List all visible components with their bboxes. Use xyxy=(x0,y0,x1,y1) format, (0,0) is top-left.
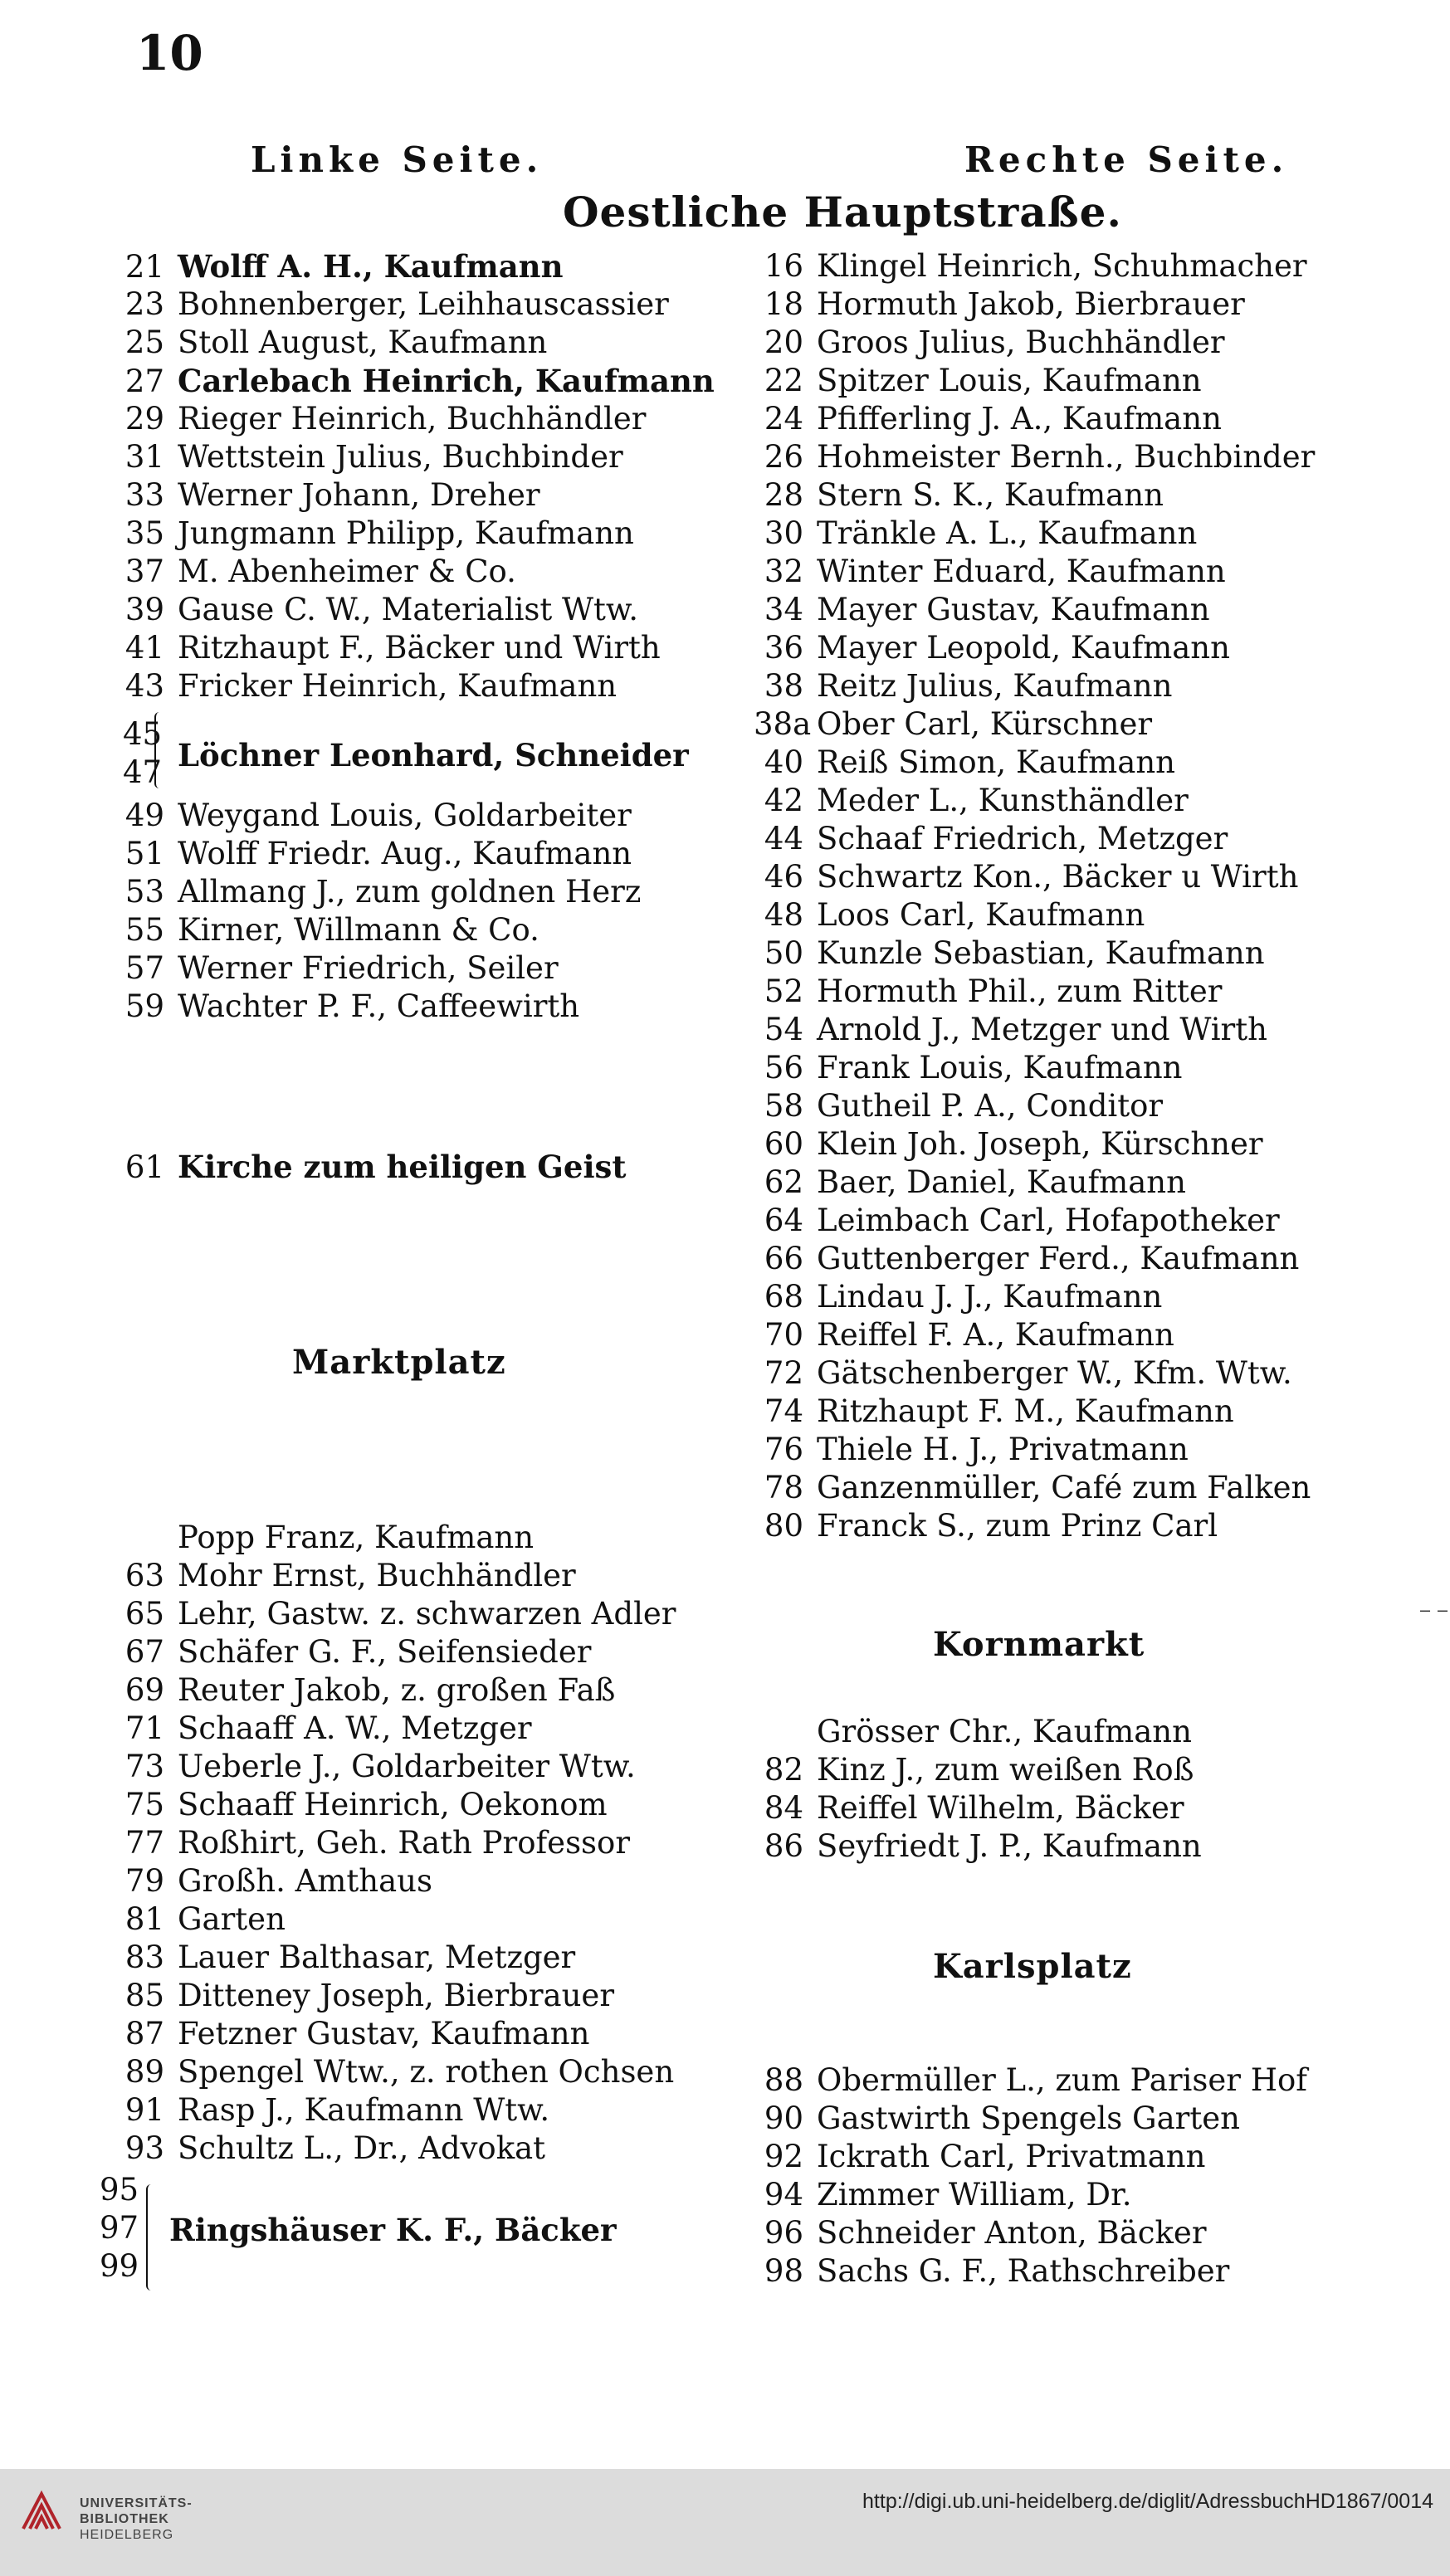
address-entry xyxy=(754,1278,1315,1316)
house-number: 69 xyxy=(124,1672,164,1708)
address-entry xyxy=(754,285,1315,324)
house-number-97: 97 xyxy=(100,2210,139,2246)
house-number: 71 xyxy=(124,1710,164,1746)
address-entry xyxy=(110,1862,676,1900)
address-entry xyxy=(110,438,715,476)
house-number-45: 45 xyxy=(123,716,163,752)
resident-name: Ganzenmüller, Café zum Falken xyxy=(817,1470,1311,1505)
address-entry xyxy=(754,858,1315,896)
resident-name: Reiß Simon, Kaufmann xyxy=(817,744,1175,780)
house-number: 51 xyxy=(124,836,164,871)
address-entry xyxy=(754,476,1315,515)
right-column-kornmarkt xyxy=(754,1751,1202,1866)
house-number: 28 xyxy=(764,477,803,513)
house-number: 23 xyxy=(124,286,164,322)
house-number: 37 xyxy=(124,554,164,589)
resident-name: Obermüller L., zum Pariser Hof xyxy=(817,2062,1307,2098)
resident-name: Meder L., Kunsthändler xyxy=(817,783,1189,818)
resident-name: Winter Eduard, Kaufmann xyxy=(817,554,1226,589)
house-number: 68 xyxy=(764,1279,803,1315)
resident-name: Wachter P. F., Caffeewirth xyxy=(178,988,580,1024)
address-entry xyxy=(754,705,1315,744)
resident-name: Carlebach Heinrich, Kaufmann xyxy=(178,363,715,399)
house-number: 61 xyxy=(124,1149,164,1185)
resident-name: M. Abenheimer & Co. xyxy=(178,554,516,589)
address-entry xyxy=(110,1595,676,1633)
resident-name: Klein Joh. Joseph, Kürschner xyxy=(817,1126,1263,1162)
house-number: 38 xyxy=(764,668,803,704)
address-entry xyxy=(110,1939,676,1977)
resident-name: Lauer Balthasar, Metzger xyxy=(178,1939,576,1975)
house-number: 56 xyxy=(764,1050,803,1086)
house-number: 96 xyxy=(764,2215,803,2251)
resident-name: Spengel Wtw., z. rothen Ochsen xyxy=(178,2054,675,2090)
house-number: 38a xyxy=(754,706,812,742)
address-entry xyxy=(754,2214,1307,2252)
left-column-marktplatz xyxy=(110,1557,676,2168)
house-number: 73 xyxy=(124,1749,164,1784)
house-number: 94 xyxy=(764,2177,803,2213)
address-entry xyxy=(754,973,1315,1011)
house-number: 64 xyxy=(764,1203,803,1238)
house-number: 33 xyxy=(124,477,164,513)
address-entry xyxy=(110,247,715,285)
house-number: 43 xyxy=(124,668,164,704)
address-entry xyxy=(754,324,1315,362)
address-entry xyxy=(110,285,715,324)
address-entry xyxy=(754,1316,1315,1354)
resident-name: Kunzle Sebastian, Kaufmann xyxy=(817,935,1265,971)
address-entry xyxy=(110,2091,676,2130)
resident-name: Gutheil P. A., Conditor xyxy=(817,1088,1164,1124)
house-number: 87 xyxy=(124,2016,164,2052)
address-entry xyxy=(110,835,641,873)
resident-name: Baer, Daniel, Kaufmann xyxy=(817,1164,1186,1200)
address-entry xyxy=(754,744,1315,782)
house-number: 36 xyxy=(764,630,803,666)
house-number: 85 xyxy=(124,1978,164,2013)
address-entry xyxy=(754,438,1315,476)
address-entry xyxy=(754,1240,1315,1278)
resident-name: Schneider Anton, Bäcker xyxy=(817,2215,1207,2251)
left-column-main xyxy=(110,247,715,705)
house-number: 88 xyxy=(764,2062,803,2098)
house-number: 54 xyxy=(764,1012,803,1047)
house-number: 82 xyxy=(764,1752,803,1788)
resident-name: Leimbach Carl, Hofapotheker xyxy=(817,1203,1280,1238)
house-number: 26 xyxy=(764,439,803,475)
address-entry xyxy=(754,1164,1315,1202)
house-number: 62 xyxy=(764,1164,803,1200)
resident-name: Ueberle J., Goldarbeiter Wtw. xyxy=(178,1749,636,1784)
unnumbered-entry-marktplatz: Popp Franz, Kaufmann xyxy=(178,1520,535,1555)
resident-name: Lindau J. J., Kaufmann xyxy=(817,1279,1163,1315)
address-entry xyxy=(754,1049,1315,1087)
house-number: 31 xyxy=(124,439,164,475)
address-entry xyxy=(110,911,641,949)
house-number: 27 xyxy=(124,363,164,399)
margin-mark: ‒ ‒ xyxy=(1419,1600,1448,1621)
resident-name: Schultz L., Dr., Advokat xyxy=(178,2130,546,2166)
address-entry xyxy=(754,2061,1307,2100)
house-number: 63 xyxy=(124,1558,164,1593)
group-brace xyxy=(154,712,166,788)
resident-name: Fetzner Gustav, Kaufmann xyxy=(178,2016,590,2052)
address-entry xyxy=(754,629,1315,667)
address-entry xyxy=(754,1431,1315,1469)
address-entry xyxy=(110,1786,676,1824)
resident-name: Wettstein Julius, Buchbinder xyxy=(178,439,623,475)
house-number: 58 xyxy=(764,1088,803,1124)
address-entry xyxy=(754,553,1315,591)
address-entry xyxy=(754,1789,1202,1827)
resident-name: Ringshäuser K. F., Bäcker xyxy=(169,2212,617,2248)
group-brace xyxy=(146,2184,158,2291)
address-entry xyxy=(110,1557,676,1595)
resident-name: Hohmeister Bernh., Buchbinder xyxy=(817,439,1316,475)
house-number: 79 xyxy=(124,1863,164,1899)
address-entry xyxy=(754,1011,1315,1049)
house-number: 34 xyxy=(764,592,803,627)
house-number: 59 xyxy=(124,988,164,1024)
resident-name: Werner Johann, Dreher xyxy=(178,477,540,513)
house-number: 24 xyxy=(764,401,803,437)
address-entry xyxy=(754,400,1315,438)
address-entry xyxy=(754,934,1315,973)
resident-name: Ober Carl, Kürschner xyxy=(817,706,1153,742)
address-entry xyxy=(110,553,715,591)
source-url-link[interactable]: http://digi.ub.uni-heidelberg.de/diglit/AdressbuchHD1867/0014 xyxy=(862,2490,1433,2513)
address-entry xyxy=(754,1202,1315,1240)
resident-name: Stoll August, Kaufmann xyxy=(178,324,548,360)
resident-name: Schaaff Heinrich, Oekonom xyxy=(178,1787,608,1822)
resident-name: Sachs G. F., Rathschreiber xyxy=(817,2253,1230,2289)
address-entry xyxy=(754,1827,1202,1866)
address-entry xyxy=(110,1671,676,1710)
resident-name: Mayer Gustav, Kaufmann xyxy=(817,592,1210,627)
house-number: 55 xyxy=(124,912,164,948)
address-entry xyxy=(754,1393,1315,1431)
resident-name: Fricker Heinrich, Kaufmann xyxy=(178,668,618,704)
resident-name: Schäfer G. F., Seifensieder xyxy=(178,1634,592,1670)
address-entry xyxy=(110,873,641,911)
church-entry xyxy=(110,1148,626,1186)
resident-entry-95-99 xyxy=(169,2211,617,2249)
address-entry xyxy=(754,247,1315,285)
resident-name: Ritzhaupt F. M., Kaufmann xyxy=(817,1393,1234,1429)
street-title: Oestliche Hauptstraße. xyxy=(563,188,1122,237)
house-number: 89 xyxy=(124,2054,164,2090)
address-entry xyxy=(754,362,1315,400)
house-number: 67 xyxy=(124,1634,164,1670)
house-number: 42 xyxy=(764,783,803,818)
resident-name: Weygand Louis, Goldarbeiter xyxy=(178,798,632,833)
house-number: 76 xyxy=(764,1432,803,1467)
house-number: 52 xyxy=(764,973,803,1009)
address-entry xyxy=(110,1710,676,1748)
resident-name: Mayer Leopold, Kaufmann xyxy=(817,630,1230,666)
resident-name: Werner Friedrich, Seiler xyxy=(178,950,559,986)
resident-name: Guttenberger Ferd., Kaufmann xyxy=(817,1241,1300,1276)
resident-name: Schaaf Friedrich, Metzger xyxy=(817,821,1228,856)
house-number: 70 xyxy=(764,1317,803,1353)
house-number: 77 xyxy=(124,1825,164,1861)
address-entry xyxy=(110,988,641,1026)
house-number: 98 xyxy=(764,2253,803,2289)
resident-name: Arnold J., Metzger und Wirth xyxy=(817,1012,1267,1047)
resident-name: Reiffel F. A., Kaufmann xyxy=(817,1317,1174,1353)
resident-name: Schwartz Kon., Bäcker u Wirth xyxy=(817,859,1299,895)
house-number: 18 xyxy=(764,286,803,322)
address-entry xyxy=(110,476,715,515)
house-number: 81 xyxy=(124,1901,164,1937)
house-number: 78 xyxy=(764,1470,803,1505)
resident-entry-45-47 xyxy=(178,736,689,774)
unnumbered-entry-kornmarkt: Grösser Chr., Kaufmann xyxy=(817,1714,1192,1749)
resident-name: Allmang J., zum goldnen Herz xyxy=(178,874,642,910)
address-entry xyxy=(754,2176,1307,2214)
resident-name: Wolff A. H., Kaufmann xyxy=(178,248,564,285)
house-number-99: 99 xyxy=(100,2248,139,2284)
logo-text-line-2: BIBLIOTHEK xyxy=(80,2512,169,2526)
house-number: 60 xyxy=(764,1126,803,1162)
resident-name: Hormuth Jakob, Bierbrauer xyxy=(817,286,1245,322)
address-entry xyxy=(754,782,1315,820)
resident-name: Großh. Amthaus xyxy=(178,1863,432,1899)
resident-name: Roßhirt, Geh. Rath Professor xyxy=(178,1825,631,1861)
resident-name: Spitzer Louis, Kaufmann xyxy=(817,363,1202,398)
address-entry xyxy=(110,629,715,667)
resident-name: Bohnenberger, Leihhauscassier xyxy=(178,286,669,322)
house-number: 32 xyxy=(764,554,803,589)
house-number: 41 xyxy=(124,630,164,666)
resident-name: Rasp J., Kaufmann Wtw. xyxy=(178,2092,550,2128)
address-entry xyxy=(110,591,715,629)
house-number: 29 xyxy=(124,401,164,437)
house-number: 16 xyxy=(764,248,803,284)
house-number-47: 47 xyxy=(123,754,163,790)
house-number: 44 xyxy=(764,821,803,856)
section-title-karlsplatz: Karlsplatz xyxy=(933,1947,1132,1986)
house-number: 39 xyxy=(124,592,164,627)
house-number: 91 xyxy=(124,2092,164,2128)
house-number: 49 xyxy=(124,798,164,833)
address-entry xyxy=(110,515,715,553)
house-number-95: 95 xyxy=(100,2172,139,2208)
logo-text-line-1: UNIVERSITÄTS- xyxy=(80,2496,193,2510)
resident-name: Mohr Ernst, Buchhändler xyxy=(178,1558,576,1593)
resident-name: Loos Carl, Kaufmann xyxy=(817,897,1145,933)
address-entry xyxy=(110,1633,676,1671)
house-number: 53 xyxy=(124,874,164,910)
house-number: 21 xyxy=(124,249,164,285)
address-entry xyxy=(754,1507,1315,1545)
address-entry xyxy=(754,2252,1307,2291)
address-entry xyxy=(754,1087,1315,1125)
address-entry xyxy=(754,2100,1307,2138)
resident-name: Ickrath Carl, Privatmann xyxy=(817,2139,1206,2174)
address-entry xyxy=(110,949,641,988)
resident-name: Zimmer William, Dr. xyxy=(817,2177,1132,2213)
house-number: 30 xyxy=(764,515,803,551)
resident-name: Jungmann Philipp, Kaufmann xyxy=(178,515,634,551)
house-number: 48 xyxy=(764,897,803,933)
resident-name: Kinz J., zum weißen Roß xyxy=(817,1752,1194,1788)
resident-name: Löchner Leonhard, Schneider xyxy=(178,737,689,773)
page-number: 10 xyxy=(136,25,203,81)
address-entry xyxy=(754,1354,1315,1393)
logo-text-line-3: HEIDELBERG xyxy=(80,2528,174,2542)
section-title-kornmarkt: Kornmarkt xyxy=(933,1625,1145,1664)
address-entry xyxy=(110,1900,676,1939)
address-entry xyxy=(754,2138,1307,2176)
house-number: 92 xyxy=(764,2139,803,2174)
house-number: 74 xyxy=(764,1393,803,1429)
resident-name: Gause C. W., Materialist Wtw. xyxy=(178,592,638,627)
address-entry xyxy=(754,1125,1315,1164)
left-column-continued xyxy=(110,797,641,1026)
address-entry xyxy=(110,400,715,438)
address-entry xyxy=(110,362,715,400)
address-entry xyxy=(110,797,641,835)
resident-name: Tränkle A. L., Kaufmann xyxy=(817,515,1198,551)
address-entry xyxy=(754,515,1315,553)
house-number: 75 xyxy=(124,1787,164,1822)
address-entry xyxy=(110,1977,676,2015)
resident-name: Schaaff A. W., Metzger xyxy=(178,1710,532,1746)
right-column-main xyxy=(754,247,1315,1545)
house-number: 86 xyxy=(764,1828,803,1864)
resident-name: Reitz Julius, Kaufmann xyxy=(817,668,1173,704)
university-library-logo-icon xyxy=(18,2487,65,2534)
address-entry xyxy=(754,896,1315,934)
address-entry xyxy=(110,1748,676,1786)
resident-name: Klingel Heinrich, Schuhmacher xyxy=(817,248,1307,284)
house-number: 46 xyxy=(764,859,803,895)
address-entry xyxy=(110,2015,676,2053)
address-entry xyxy=(754,820,1315,858)
section-title-marktplatz: Marktplatz xyxy=(292,1343,506,1382)
house-number: 93 xyxy=(124,2130,164,2166)
resident-name: Gätschenberger W., Kfm. Wtw. xyxy=(817,1355,1292,1391)
house-number: 66 xyxy=(764,1241,803,1276)
resident-name: Ritzhaupt F., Bäcker und Wirth xyxy=(178,630,661,666)
resident-name: Hormuth Phil., zum Ritter xyxy=(817,973,1223,1009)
resident-name: Franck S., zum Prinz Carl xyxy=(817,1508,1218,1544)
resident-name: Wolff Friedr. Aug., Kaufmann xyxy=(178,836,632,871)
house-number: 72 xyxy=(764,1355,803,1391)
house-number: 35 xyxy=(124,515,164,551)
resident-name: Frank Louis, Kaufmann xyxy=(817,1050,1183,1086)
resident-name: Groos Julius, Buchhändler xyxy=(817,324,1225,360)
resident-name: Seyfriedt J. P., Kaufmann xyxy=(817,1828,1202,1864)
resident-name: Thiele H. J., Privatmann xyxy=(817,1432,1189,1467)
footer-bar xyxy=(0,2469,1450,2576)
address-entry xyxy=(754,1469,1315,1507)
address-entry xyxy=(110,2053,676,2091)
address-entry xyxy=(110,324,715,362)
address-entry xyxy=(754,591,1315,629)
resident-name: Stern S. K., Kaufmann xyxy=(817,477,1164,513)
resident-name: Gastwirth Spengels Garten xyxy=(817,2100,1240,2136)
right-side-heading: Rechte Seite. xyxy=(964,139,1289,180)
resident-name: Kirner, Willmann & Co. xyxy=(178,912,539,948)
house-number: 20 xyxy=(764,324,803,360)
right-column-karlsplatz xyxy=(754,2061,1307,2291)
house-number: 40 xyxy=(764,744,803,780)
address-entry xyxy=(754,1751,1202,1789)
house-number: 90 xyxy=(764,2100,803,2136)
address-entry xyxy=(754,667,1315,705)
address-entry xyxy=(110,2130,676,2168)
resident-name: Ditteney Joseph, Bierbrauer xyxy=(178,1978,615,2013)
resident-name: Garten xyxy=(178,1901,286,1937)
house-number: 50 xyxy=(764,935,803,971)
address-entry xyxy=(110,1824,676,1862)
address-entry xyxy=(110,667,715,705)
house-number: 57 xyxy=(124,950,164,986)
house-number: 22 xyxy=(764,363,803,398)
house-number: 84 xyxy=(764,1790,803,1826)
house-number: 25 xyxy=(124,324,164,360)
resident-name: Lehr, Gastw. z. schwarzen Adler xyxy=(178,1596,676,1632)
house-number: 83 xyxy=(124,1939,164,1975)
resident-name: Rieger Heinrich, Buchhändler xyxy=(178,401,647,437)
resident-name: Pfifferling J. A., Kaufmann xyxy=(817,401,1222,437)
house-number: 80 xyxy=(764,1508,803,1544)
church-name: Kirche zum heiligen Geist xyxy=(178,1149,627,1185)
resident-name: Reuter Jakob, z. großen Faß xyxy=(178,1672,616,1708)
resident-name: Reiffel Wilhelm, Bäcker xyxy=(817,1790,1184,1826)
house-number: 65 xyxy=(124,1596,164,1632)
left-side-heading: Linke Seite. xyxy=(251,139,544,180)
